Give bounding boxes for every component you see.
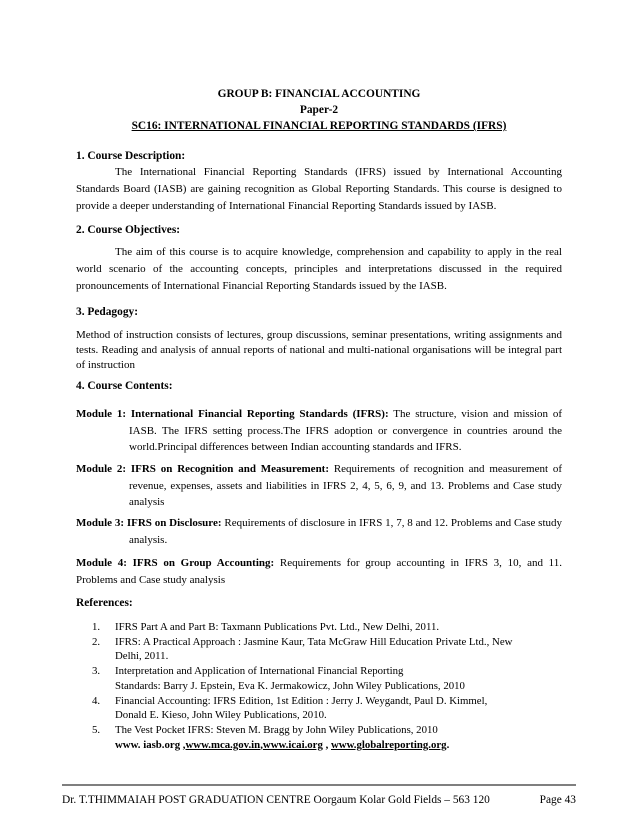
reference-item [92,635,562,664]
reference-number: 2. [92,635,101,648]
reference-item [92,620,562,635]
module-3-text: Requirements of disclosure in IFRS 1, 7, 8 and 12. Problems and Case study analysis. [129,517,562,546]
objectives-paragraph [76,244,562,295]
website-separator: , [260,738,263,751]
references-list [92,620,562,752]
module-4-text: Requirements for group accounting in IFRS 3, 10, and 11. Problems and Case study analysis [76,557,562,586]
reference-item [92,694,562,723]
page-number: Page 43 [539,794,576,806]
module-3-title: Module 3: IFRS on Disclosure: [76,517,222,529]
page-footer [62,794,576,806]
pedagogy-heading: 3. Pedagogy: [76,306,139,318]
course-title [0,120,638,132]
reference-line: Donald E. Kieso, John Wiley Publications, 2010. [115,709,327,722]
reference-number: 5. [92,723,101,736]
reference-number: 3. [92,665,101,678]
module-4-title: Module 4: IFRS on Group Accounting: [76,557,275,569]
pedagogy-paragraph [76,328,562,373]
module-3 [76,515,562,548]
module-2 [76,461,562,511]
reference-line: Financial Accounting: IFRS Edition, 1st Edition : Jerry J. Weygandt, Paul D. Kimmel, [115,694,488,707]
websites-line [115,739,449,751]
contents-heading: 4. Course Contents: [76,380,173,392]
reference-line: Interpretation and Application of International Financial Reporting [115,665,404,678]
objectives-text: The aim of this course is to acquire knowledge, comprehension and capability to apply in the real world scenario of the accounting concepts, principles and interpretations discussed in the required pronouncements of International Financial Reporting Standards issued by the IASB. [76,246,562,292]
description-text: The International Financial Reporting Standards (IFRS) issued by International Accounting Standards Board (IASB) are gaining recognition as Global Reporting Standards. This course is designed to provide a deeper understanding of International Financial Reporting Standards issued by IASB. [76,166,562,212]
description-heading: 1. Course Description: [76,150,186,162]
module-4 [76,555,562,588]
module-2-title: Module 2: IFRS on Recognition and Measurement: [76,463,330,475]
reference-item [92,723,562,752]
paper-heading: Paper-2 [299,104,339,116]
website-separator: , [322,738,331,751]
pedagogy-text: Method of instruction consists of lectures, group discussions, seminar presentations, writing assignments and tests. Reading and analysis of annual reports of national and multi-national organisations will be integral part of instruction [76,329,562,371]
reference-number: 4. [92,694,101,707]
website-icai-link[interactable]: www.icai.org [262,738,323,751]
reference-line: Standards: Barry J. Epstein, Eva K. Jermakowicz, John Wiley Publications, 2010 [115,679,465,692]
module-2-text: Requirements of recognition and measurement of revenue, expenses, assets and liabilities in IFRS 2, 4, 5, 6, 9, and 13. Problems and Case study analysis [129,463,562,508]
reference-number: 1. [92,621,101,633]
reference-line: Delhi, 2011. [115,650,169,663]
description-paragraph [76,164,562,215]
reference-line: IFRS Part A and Part B: Taxmann Publications Pvt. Ltd., New Delhi, 2011. [115,621,440,633]
module-1-text: The structure, vision and mission of IASB. The IFRS setting process.The IFRS adoption or convergence in countries around the world.Principal differences between Indian accounting standards and IFRS. [129,408,563,453]
website-mca-link[interactable]: www.mca.gov.in [185,738,261,751]
group-heading: GROUP B: FINANCIAL ACCOUNTING [217,88,421,100]
module-1 [76,406,562,456]
footer-divider [62,784,576,786]
website-globalreporting-link[interactable]: www.globalreporting.org [330,738,447,751]
reference-item [92,664,562,693]
objectives-heading: 2. Course Objectives: [76,224,181,236]
website-suffix: . [446,738,450,751]
footer-institution: Dr. T.THIMMAIAH POST GRADUATION CENTRE Oorgaum Kolar Gold Fields – 563 120 [62,794,490,806]
website-iasb: www. iasb.org , [115,738,186,751]
reference-line: IFRS: A Practical Approach : Jasmine Kaur, Tata McGraw Hill Education Private Ltd., New [115,635,513,648]
reference-line: The Vest Pocket IFRS: Steven M. Bragg by John Wiley Publications, 2010 [115,723,438,736]
module-1-title: Module 1: International Financial Reporting Standards (IFRS): [76,408,389,420]
references-heading: References: [76,597,133,609]
course-title-text: SC16: INTERNATIONAL FINANCIAL REPORTING STANDARDS (IFRS) [131,120,507,132]
